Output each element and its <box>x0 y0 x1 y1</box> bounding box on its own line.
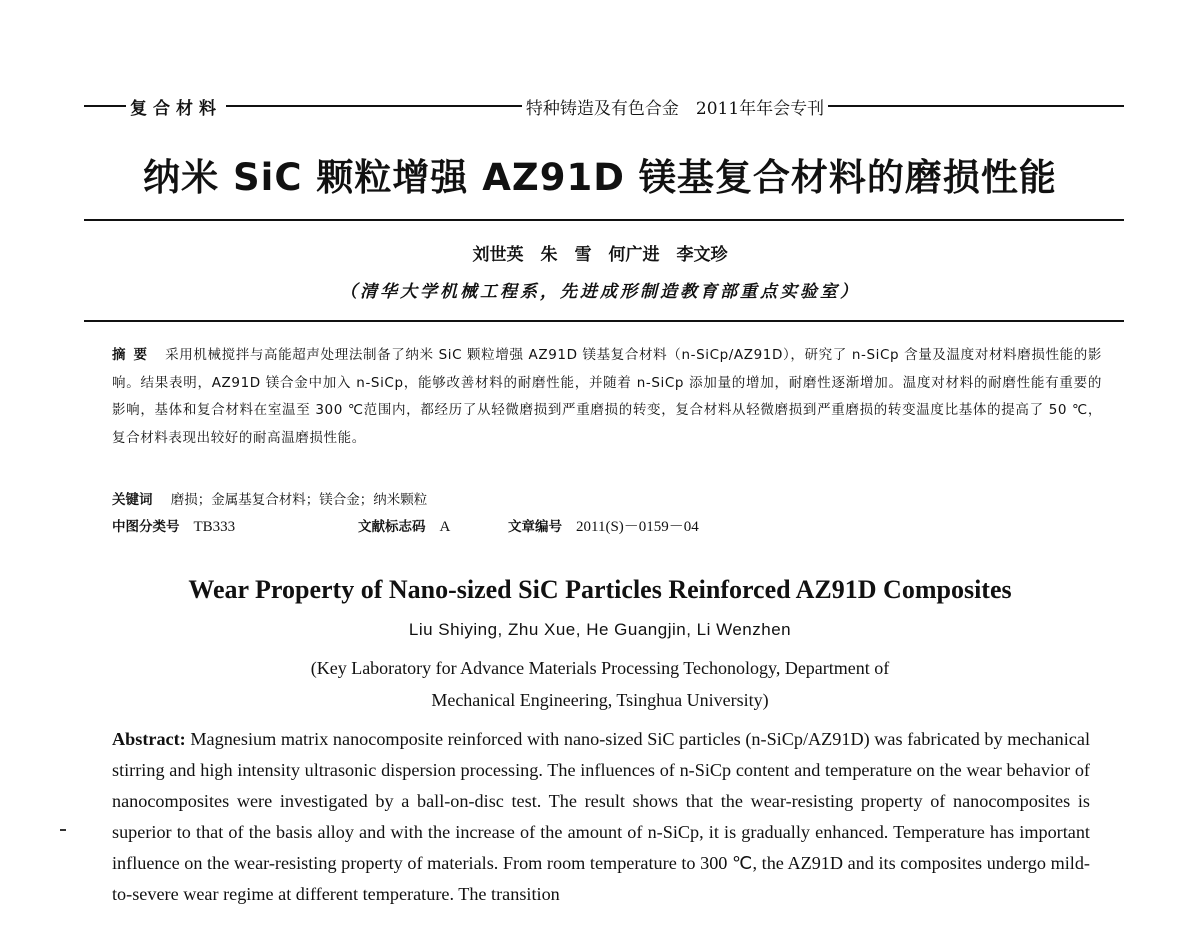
clc-label: 中图分类号 <box>112 519 180 535</box>
article-no-label: 文章编号 <box>508 519 562 535</box>
classification-line <box>112 515 1102 539</box>
authors-cn: 刘世英 朱 雪 何广进 李文珍 <box>472 245 728 265</box>
article-no-value: 2011(S)－0159－04 <box>576 519 699 535</box>
clc-value: TB333 <box>193 519 236 535</box>
keywords-cn-label: 关键词 <box>112 492 153 508</box>
abstract-cn <box>112 342 1102 452</box>
header-rule-right <box>828 105 1124 107</box>
running-header <box>84 92 1124 120</box>
abstract-cn-label: 摘要 <box>112 347 156 363</box>
article-no-field <box>508 515 699 539</box>
affiliation-en-line1: (Key Laboratory for Advance Materials Processing Techonology, Department of <box>310 658 890 678</box>
paper-title-cn: 纳米 SiC 颗粒增强 AZ91D 镁基复合材料的磨损性能 <box>143 156 1057 199</box>
clc-field <box>112 515 235 539</box>
abstract-en-text: Magnesium matrix nanocomposite reinforced with nano-sized SiC particles (n-SiCp/AZ91D) was fabricated by mechanical stirring and high intensity ultrasonic dispersion processing. The influences of n-SiCp content and temperature on the wear behavior of nanocomposites were investigated by a ball-on-disc test. The result shows that the wear-resisting property of nanocomposites is superior to that of the basis alloy and with the increase of the amount of n-SiCp, it is gradually enhanced. Temperature has important influence on the wear-resisting property of materials. From room temperature to 300 ℃, the AZ91D and its composites undergo mild-to-severe wear regime at different temperature. The transition <box>112 729 1091 904</box>
journal-section-label: 复合材料 <box>130 98 222 119</box>
keywords-cn <box>112 488 1102 512</box>
affiliation-divider <box>84 320 1124 322</box>
header-rule-left <box>84 105 126 107</box>
journal-issue-label: 特种铸造及有色合金 2011年年会专刊 <box>525 98 825 119</box>
doc-code-label: 文献标志码 <box>358 519 426 535</box>
affiliation-en-line2: Mechanical Engineering, Tsinghua University) <box>431 690 769 710</box>
abstract-en <box>112 724 1090 910</box>
abstract-en-label: Abstract: <box>112 729 186 749</box>
paper-title-en: Wear Property of Nano-sized SiC Particles Reinforced AZ91D Composites <box>188 575 1012 604</box>
keywords-cn-text: 磨损；金属基复合材料；镁合金；纳米颗粒 <box>170 492 428 508</box>
affiliation-en <box>0 652 1200 716</box>
doc-code-value: A <box>439 519 451 535</box>
authors-en: Liu Shiying, Zhu Xue, He Guangjin, Li Wenzhen <box>408 620 792 639</box>
title-divider <box>84 219 1124 221</box>
margin-mark <box>60 829 66 831</box>
doc-code-field <box>358 515 450 539</box>
affiliation-cn: （清华大学机械工程系，先进成形制造教育部重点实验室） <box>340 282 860 302</box>
header-rule-middle <box>226 105 522 107</box>
abstract-cn-text: 采用机械搅拌与高能超声处理法制备了纳米 SiC 颗粒增强 AZ91D 镁基复合材料（n-SiCp/AZ91D），研究了 n-SiCp 含量及温度对材料磨损性能的影响。结果表明，AZ91D 镁合金中加入 n-SiCp，能够改善材料的耐磨性能，并随着 n-SiCp 添加量的增加，耐磨性逐渐增加。温度对材料的耐磨性能有重要的影响，基体和复合材料在室温至 300 ℃范围内，都经历了从轻微磨损到严重磨损的转变，复合材料从轻微磨损到严重磨损的转变温度比基体的提高了 50 ℃，复合材料表现出较好的耐高温磨损性能。 <box>112 347 1102 446</box>
